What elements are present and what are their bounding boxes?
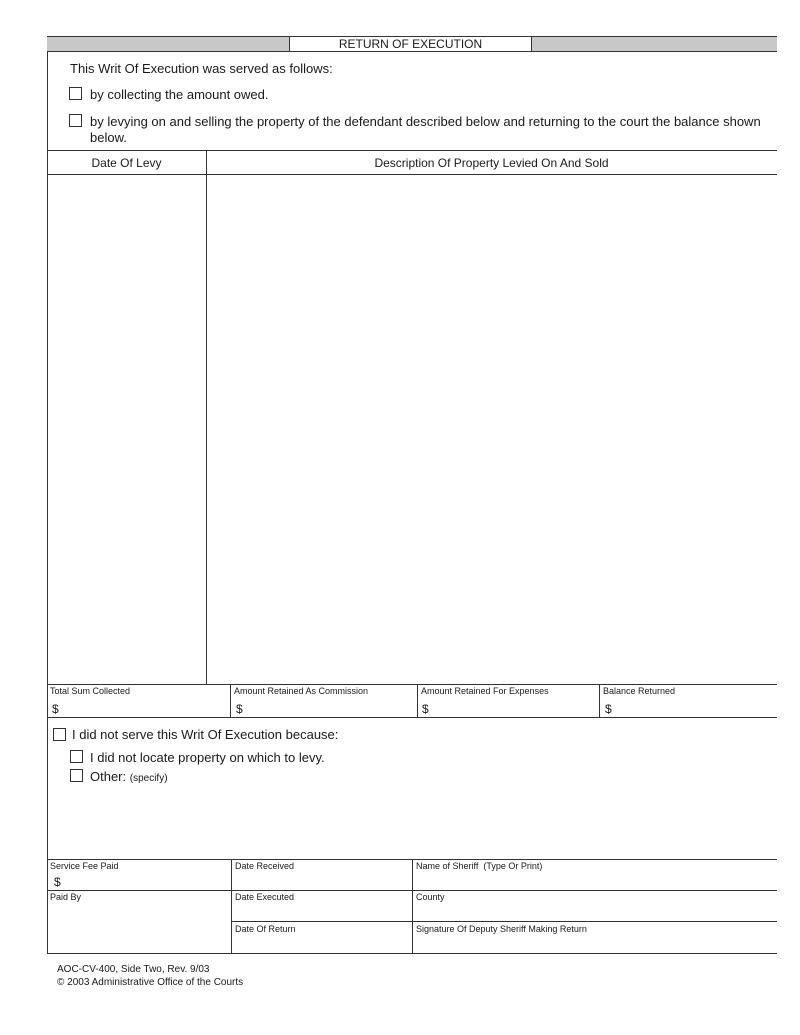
description-cell[interactable]	[207, 175, 776, 683]
totals-bottom-line	[47, 717, 777, 718]
other-label	[90, 769, 168, 784]
balance-label: Balance Returned	[603, 686, 676, 696]
totals-divider-2	[417, 684, 418, 717]
form-id: AOC-CV-400, Side Two, Rev. 9/03	[57, 964, 210, 975]
totals-divider-1	[230, 684, 231, 717]
expenses-label: Amount Retained For Expenses	[421, 686, 549, 696]
footer-divider-2	[412, 859, 413, 953]
service-fee-label: Service Fee Paid	[50, 861, 119, 871]
paid-by-label: Paid By	[50, 892, 82, 902]
levying-label-line1: by levying on and selling the property of the defendant described below and returning to the court the balance shown	[90, 114, 761, 129]
date-of-return-label: Date Of Return	[235, 924, 296, 934]
not-served-heading: I did not serve this Writ Of Execution because:	[72, 727, 339, 742]
sheriff-name-label: Name of Sheriff (Type Or Print)	[416, 861, 543, 871]
balance-field[interactable]: $	[605, 702, 612, 716]
total-sum-label: Total Sum Collected	[50, 686, 131, 696]
date-of-levy-cell[interactable]	[48, 175, 205, 683]
county-label: County	[416, 892, 445, 902]
footer-bottom-line	[47, 953, 777, 954]
copyright: © 2003 Administrative Office of the Courts	[57, 977, 244, 988]
date-executed-label: Date Executed	[235, 892, 295, 902]
other-reason-field[interactable]	[90, 787, 770, 855]
collecting-checkbox[interactable]	[69, 87, 82, 100]
totals-top-line	[47, 684, 777, 685]
signature-label: Signature Of Deputy Sheriff Making Return	[416, 924, 587, 934]
col-description: Description Of Property Levied On And Sold	[374, 156, 609, 170]
commission-label: Amount Retained As Commission	[234, 686, 369, 696]
page-title: RETURN OF EXECUTION	[289, 36, 532, 52]
not-served-checkbox[interactable]	[53, 728, 66, 741]
col-date-of-levy: Date Of Levy	[91, 156, 162, 170]
expenses-field[interactable]: $	[422, 702, 429, 716]
served-intro: This Writ Of Execution was served as follows:	[70, 61, 333, 76]
service-fee-field[interactable]: $	[54, 875, 61, 889]
collecting-label: by collecting the amount owed.	[90, 87, 269, 102]
no-property-label: I did not locate property on which to levy.	[90, 750, 325, 765]
total-sum-field[interactable]: $	[52, 702, 59, 716]
specify-text: (specify)	[129, 773, 168, 784]
footer-mid-line-2	[231, 921, 777, 922]
levying-label-line2: below.	[90, 130, 127, 145]
levying-checkbox[interactable]	[69, 114, 82, 127]
no-property-checkbox[interactable]	[70, 750, 83, 763]
commission-field[interactable]: $	[236, 702, 243, 716]
other-checkbox[interactable]	[70, 769, 83, 782]
totals-divider-3	[599, 684, 600, 717]
other-text: Other:	[90, 769, 127, 784]
date-received-label: Date Received	[235, 861, 295, 871]
table-top-line	[47, 150, 777, 151]
footer-divider-1	[231, 859, 232, 953]
